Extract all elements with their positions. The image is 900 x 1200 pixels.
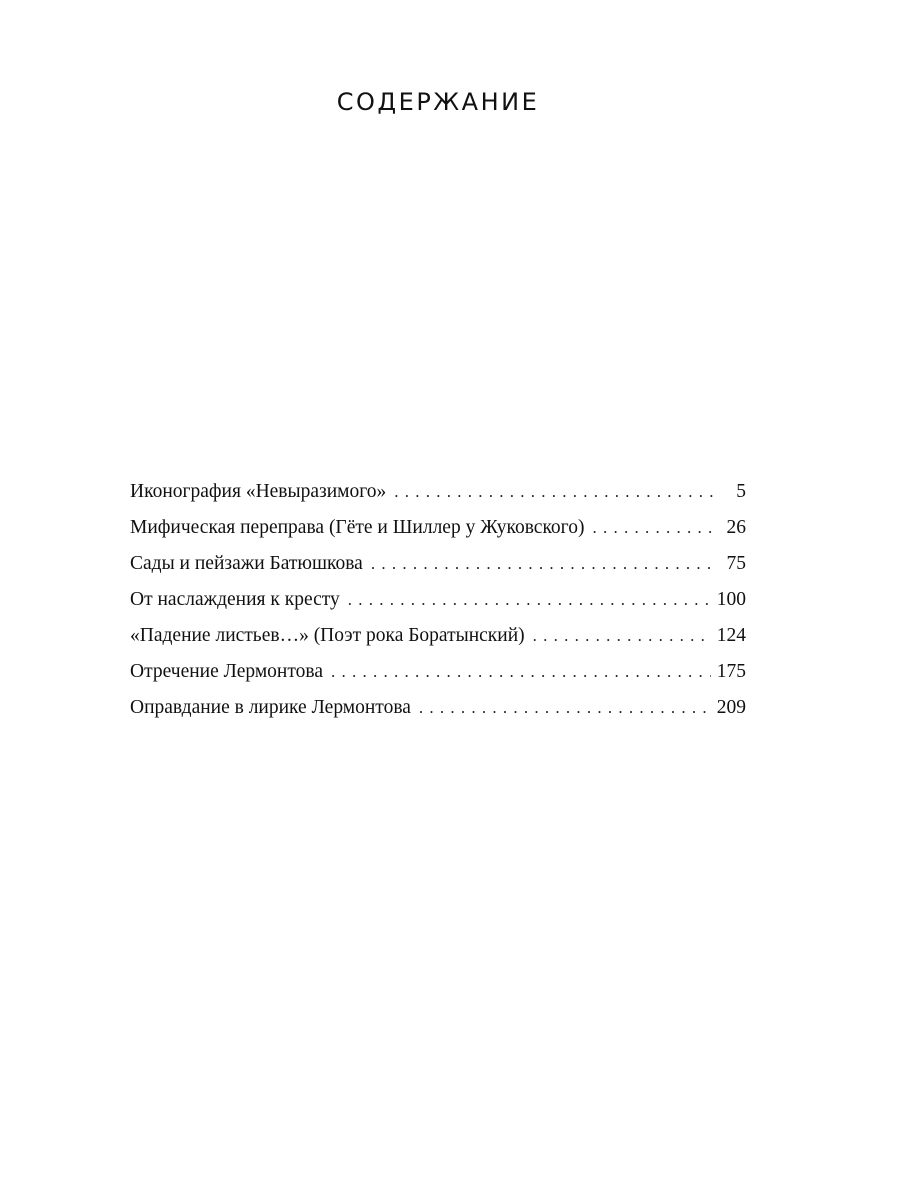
toc-entry-page: 100 xyxy=(716,589,746,610)
toc-entry-page: 209 xyxy=(716,697,746,718)
toc-entry-title: Мифическая переправа (Гёте и Шиллер у Жуковского) xyxy=(130,517,585,538)
toc-entry[interactable] xyxy=(130,478,746,514)
toc-entry-page: 26 xyxy=(726,517,746,538)
toc-entry[interactable] xyxy=(130,622,746,658)
toc-entry[interactable] xyxy=(130,514,746,550)
page-title: СОДЕРЖАНИЕ xyxy=(336,88,540,116)
dot-leader xyxy=(331,658,711,686)
toc-entry-page: 75 xyxy=(726,553,746,574)
table-of-contents xyxy=(130,478,746,730)
toc-entry-title: Отречение Лермонтова xyxy=(130,661,323,682)
dot-leader xyxy=(371,550,716,578)
toc-entry[interactable] xyxy=(130,586,746,622)
toc-entry-page: 5 xyxy=(736,481,746,502)
dot-leader xyxy=(419,694,711,722)
toc-entry-page: 124 xyxy=(716,625,746,646)
toc-entry-title: От наслаждения к кресту xyxy=(130,589,340,610)
toc-entry-title: Сады и пейзажи Батюшкова xyxy=(130,553,363,574)
dot-leader xyxy=(348,586,711,614)
dot-leader xyxy=(394,478,716,506)
toc-entry[interactable] xyxy=(130,550,746,586)
toc-entry-title: Иконография «Невыразимого» xyxy=(130,481,387,502)
toc-entry[interactable] xyxy=(130,658,746,694)
dot-leader xyxy=(592,514,716,542)
dot-leader xyxy=(533,622,711,650)
toc-entry-page: 175 xyxy=(716,661,746,682)
toc-entry-title: Оправдание в лирике Лермонтова xyxy=(130,697,411,718)
toc-entry[interactable] xyxy=(130,694,746,730)
toc-entry-title: «Падение листьев…» (Поэт рока Боратынский) xyxy=(130,625,525,646)
